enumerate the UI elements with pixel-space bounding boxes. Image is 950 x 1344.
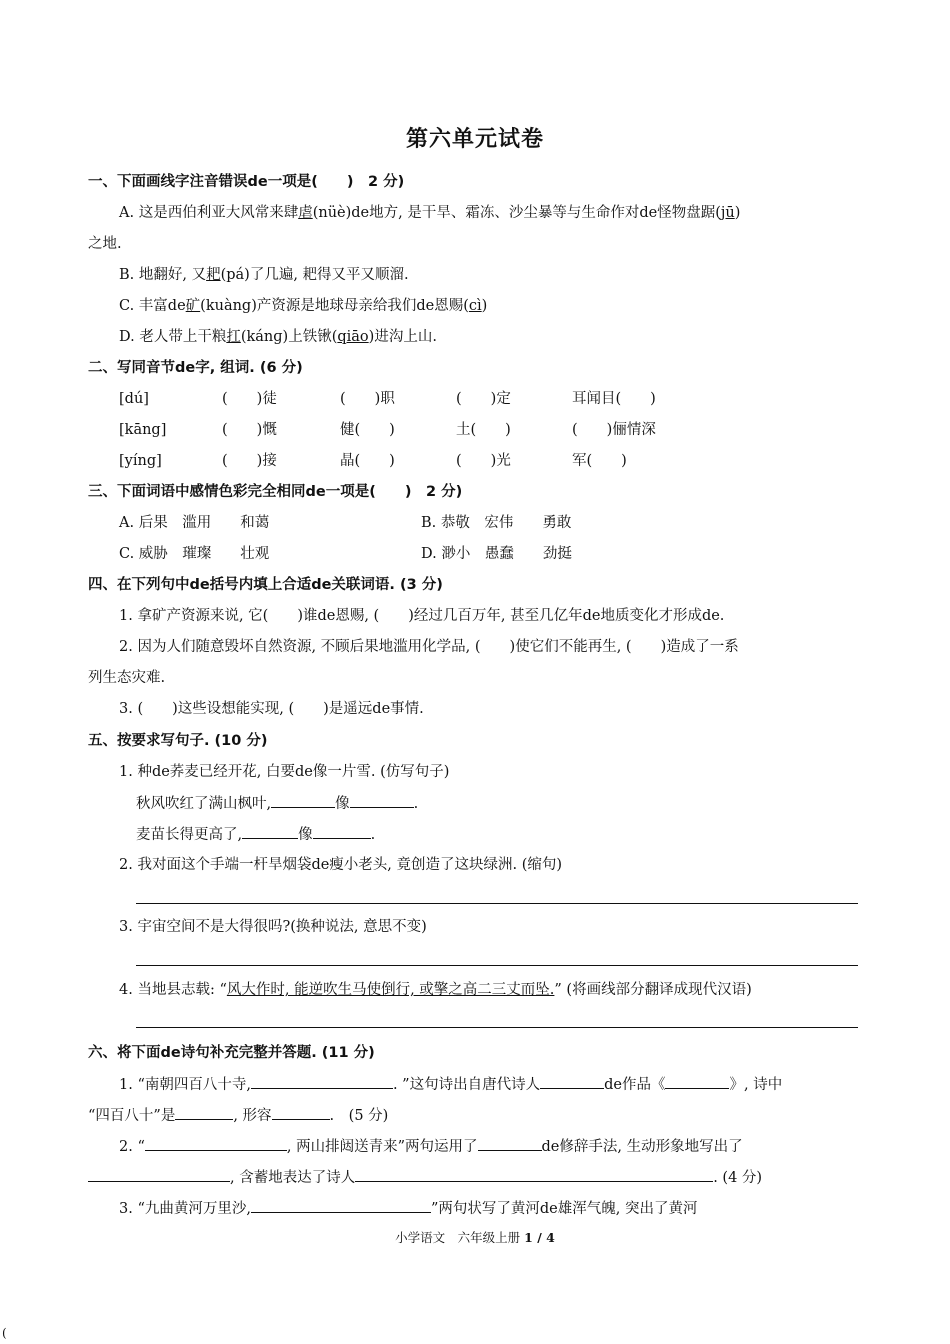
section-5-heading: 五、按要求写句子. (10 分) [88, 733, 268, 749]
s5-q1-line-b: 麦苗长得更高了, 像 . [136, 824, 375, 845]
s2-blank-cell: ( )定 [456, 391, 511, 407]
s2-blank-cell: ( )接 [222, 453, 277, 469]
s1-option-b: B. 地翻好, 又耙(pá)了几遍, 耙得又平又顺溜. [119, 267, 409, 283]
s5-question-2: 2. 我对面这个手端一杆旱烟袋de瘦小老头, 竟创造了这块绿洲. (缩句) [119, 857, 563, 873]
answer-line[interactable] [136, 965, 858, 966]
s6-question-3: 3. “九曲黄河万里沙, ”两句状写了黄河de雄浑气魄, 突出了黄河 [119, 1198, 697, 1219]
s2-blank-cell: ( )俪情深 [572, 422, 656, 438]
s1-option-c: C. 丰富de矿(kuàng)产资源是地球母亲给我们de恩赐(cì) [119, 298, 488, 314]
s1-option-d: D. 老人带上干粮扛(kánɡ)上铁锹(qiāo)进沟上山. [119, 329, 437, 345]
answer-line[interactable] [136, 1027, 858, 1028]
s5-question-1: 1. 种de荞麦已经开花, 白要de像一片雪. (仿写句子) [119, 764, 450, 780]
footer-text: 小学语文 六年级上册 [395, 1230, 521, 1245]
page-number: 1 / 4 [524, 1230, 555, 1245]
s4-question-3: 3. ( )这些设想能实现, ( )是遥远de事情. [119, 701, 424, 717]
s2-blank-cell: 军( ) [572, 453, 627, 469]
s2-blank-cell: 耳闻目( ) [572, 391, 656, 407]
s5-question-3: 3. 宇宙空间不是大得很吗?(换种说法, 意思不变) [119, 919, 427, 935]
s6-question-1-cont: “四百八十”是 , 形容 . (5 分) [88, 1105, 388, 1126]
page-title: 第六单元试卷 [405, 126, 544, 152]
s2-syllable: [dú] [119, 391, 149, 407]
section-6-heading: 六、将下面de诗句补充完整并答题. (11 分) [88, 1045, 375, 1061]
s2-blank-cell: 健( ) [340, 422, 395, 438]
page-footer [0, 1228, 950, 1246]
section-4-heading: 四、在下列句中de括号内填上合适de关联词语. (3 分) [88, 577, 443, 593]
section-2-heading: 二、写同音节de字, 组词. (6 分) [88, 360, 303, 376]
s2-blank-cell: ( )职 [340, 391, 395, 407]
edge-mark: ( [2, 1326, 7, 1340]
s2-syllable: [kāng] [119, 422, 167, 438]
s4-question-1: 1. 拿矿产资源来说, 它( )谁de恩赐, ( )经过几百万年, 甚至几亿年de地质变化才形成de. [119, 608, 725, 624]
s5-question-4: 4. 当地县志载: “风大作时, 能逆吹生马使倒行, 或擎之高二三丈而坠.” (将画线部分翻译成现代汉语) [119, 982, 752, 998]
s6-question-1: 1. “南朝四百八十寺, . ”这句诗出自唐代诗人 de作品《 》, 诗中 [119, 1074, 782, 1095]
s6-question-2: 2. “ , 两山排闼送青来”两句运用了 de修辞手法, 生动形象地写出了 [119, 1136, 743, 1157]
answer-line[interactable] [136, 903, 858, 904]
s4-question-2: 2. 因为人们随意毁坏自然资源, 不顾后果地滥用化学品, ( )使它们不能再生, ( )造成了一系 [119, 639, 739, 655]
s3-option-b: B. 恭敬 宏伟 勇敢 [421, 515, 572, 531]
s2-blank-cell: 土( ) [456, 422, 511, 438]
section-3-heading: 三、下面词语中感情色彩完全相同de一项是( ) 2 分) [88, 484, 463, 500]
s2-blank-cell: ( )徒 [222, 391, 277, 407]
s1-option-a: A. 这是西伯利亚大风常来肆虐(nüè)de地方, 是干旱、霜冻、沙尘暴等与生命作对de怪物盘踞(jū) [119, 205, 741, 221]
s3-option-d: D. 渺小 愚蠢 劲挺 [421, 546, 572, 562]
s1-option-a-cont: 之地. [88, 236, 122, 252]
s2-blank-cell: ( )光 [456, 453, 511, 469]
s2-blank-cell: ( )慨 [222, 422, 277, 438]
s4-question-2-cont: 列生态灾难. [88, 670, 166, 686]
s5-q1-line-a: 秋风吹红了满山枫叶, 像 . [136, 793, 418, 814]
s2-syllable: [yíng] [119, 453, 162, 469]
s6-question-2-cont: , 含蓄地表达了诗人 . (4 分) [88, 1167, 762, 1188]
s3-option-a: A. 后果 滥用 和蔼 [119, 515, 270, 531]
section-1-heading: 一、下面画线字注音错误de一项是( ) 2 分) [88, 174, 405, 190]
s2-blank-cell: 晶( ) [340, 453, 395, 469]
s3-option-c: C. 威胁 璀璨 壮观 [119, 546, 270, 562]
